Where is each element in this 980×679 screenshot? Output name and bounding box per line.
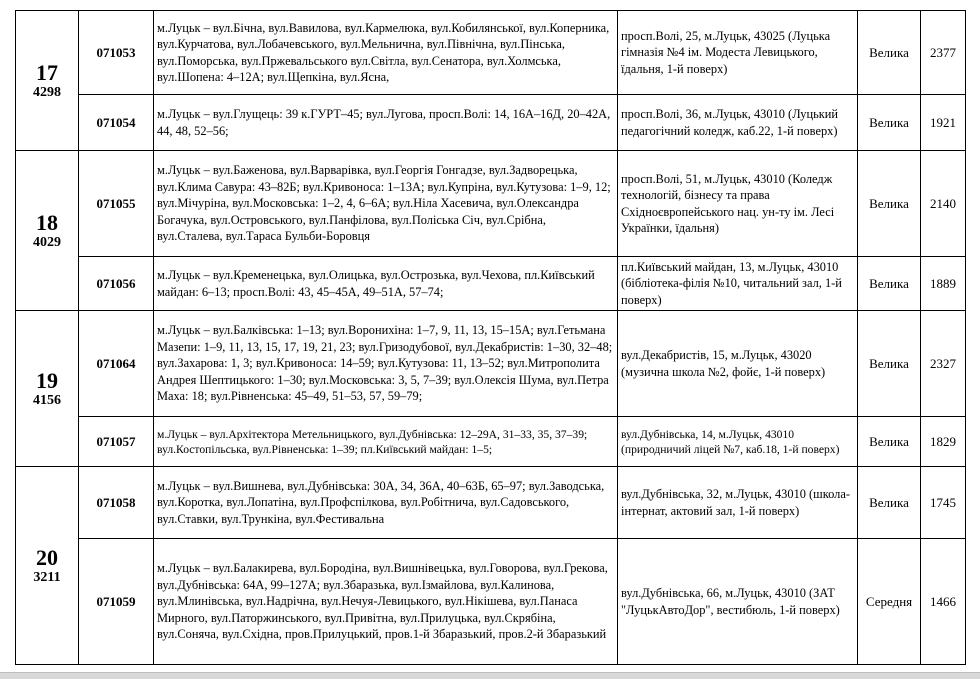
district-voters: 3211 [33,569,61,585]
table-row [16,151,966,257]
polling-stations-table [15,10,966,665]
station-voters: 1889 [921,257,966,311]
station-voters: 2377 [921,11,966,95]
station-streets: м.Луцьк – вул.Баженова, вул.Варварівка, вул.Георгія Гонгадзе, вул.Задворецька, вул.Клима Савура: 43–82Б; вул.Кривоноса: 1–13А; вул.Купріна, вул.Кутузова: 1–9, 12; вул.Мічуріна, вул.Московська: 1–2, 4, 6–6А; вул.Ніла Хасевича, вул.Олександра Богачука, вул.Островського, вул.Панфілова, вул.Поліська Січ, вул.Срібна, вул.Сталева, вул.Тараса Бульби-Боровця [154,151,618,257]
station-size: Велика [858,151,921,257]
station-streets: м.Луцьк – вул.Вишнева, вул.Дубнівська: 30А, 34, 36А, 40–63Б, 65–97; вул.Заводська, вул.Коротка, вул.Лопатіна, вул.Профспілкова, вул.Робітнича, вул.Садовського, вул.Ставки, вул.Трункіна, вул.Фестивальна [154,467,618,539]
station-streets: м.Луцьк – вул.Глущець: 39 к.ГУРТ–45; вул.Лугова, просп.Волі: 14, 16А–16Д, 20–42А, 44, 48, 52–56; [154,95,618,151]
district-number: 17 [36,59,58,85]
district-cell [16,151,79,311]
station-streets: м.Луцьк – вул.Балакирева, вул.Бородіна, вул.Вишнівецька, вул.Говорова, вул.Грекова, вул.Дубнівська: 64А, 99–127А; вул.Збаразька, вул.Ізмайлова, вул.Калинова, вул.Млинівська, вул.Надрічна, вул.Нечуя-Левицького, вул.Нікішева, вул.Панаса Мирного, вул.Паторжинського, вул.Привітна, вул.Прилуцька, вул.Скрябіна, вул.Соняча, вул.Східна, пров.Прилуцький, пров.1-й Збаразький, пров.2-й Збаразький [154,539,618,665]
district-cell [16,11,79,151]
station-location: вул.Дубнівська, 32, м.Луцьк, 43010 (школа-інтернат, актовий зал, 1-й поверх) [618,467,858,539]
district-voters: 4029 [33,234,61,250]
station-code: 071053 [79,11,154,95]
district-cell [16,467,79,665]
station-size: Велика [858,467,921,539]
station-voters: 1466 [921,539,966,665]
station-code: 071059 [79,539,154,665]
district-number: 20 [36,544,58,570]
station-voters: 1921 [921,95,966,151]
station-code: 071057 [79,417,154,467]
district-number: 18 [36,209,58,235]
station-size: Велика [858,257,921,311]
station-location: пл.Київський майдан, 13, м.Луцьк, 43010 (бібліотека-філія №10, читальний зал, 1-й поверх) [618,257,858,311]
station-code: 071055 [79,151,154,257]
station-size: Середня [858,539,921,665]
station-voters: 1745 [921,467,966,539]
station-size: Велика [858,11,921,95]
station-size: Велика [858,311,921,417]
district-voters: 4156 [33,392,61,408]
station-voters: 2327 [921,311,966,417]
station-location: вул.Декабристів, 15, м.Луцьк, 43020 (музична школа №2, фойє, 1-й поверх) [618,311,858,417]
station-location: вул.Дубнівська, 66, м.Луцьк, 43010 (ЗАТ "ЛуцькАвтоДор", вестибюль, 1-й поверх) [618,539,858,665]
district-cell [16,311,79,467]
station-voters: 2140 [921,151,966,257]
station-size: Велика [858,417,921,467]
table-row [16,95,966,151]
table-row [16,417,966,467]
station-size: Велика [858,95,921,151]
station-streets: м.Луцьк – вул.Балківська: 1–13; вул.Воронихіна: 1–7, 9, 11, 13, 15–15А; вул.Гетьмана Мазепи: 1–9, 11, 13, 15, 17, 19, 21, 23; вул.Гризодубової, вул.Декабристів: 1–30, 32–48; вул.Захарова: 1, 3; вул.Кривоноса: 14–59; вул.Кутузова: 11, 13–52; вул.Митрополита Андрея Шептицького: 1–30; вул.Московська: 3, 5, 7–39; вул.Олексія Шума, вул.Петра Маха: 18; вул.Рівненська: 45–49, 51–53, 57, 59–79; [154,311,618,417]
table-row [16,539,966,665]
station-streets: м.Луцьк – вул.Кременецька, вул.Олицька, вул.Острозька, вул.Чехова, пл.Київський майдан: 6–13; просп.Волі: 43, 45–45А, 49–51А, 57–74; [154,257,618,311]
station-location: вул.Дубнівська, 14, м.Луцьк, 43010 (природничий ліцей №7, каб.18, 1-й поверх) [618,417,858,467]
station-code: 071056 [79,257,154,311]
station-code: 071064 [79,311,154,417]
station-streets: м.Луцьк – вул.Бічна, вул.Вавилова, вул.Кармелюка, вул.Кобилянської, вул.Коперника, вул.Курчатова, вул.Лобачевського, вул.Мельнична, вул.Північна, вул.Пінська, вул.Поморська, вул.Пржевальського вул.Світла, вул.Сенатора, вул.Холмська, вул.Шопена: 4–12А; вул.Щепкіна, вул.Ясна, [154,11,618,95]
station-location: просп.Волі, 25, м.Луцьк, 43025 (Луцька гімназія №4 ім. Модеста Левицького, їдальня, 1-й поверх) [618,11,858,95]
district-number: 19 [36,367,58,393]
station-location: просп.Волі, 51, м.Луцьк, 43010 (Коледж технологій, бізнесу та права Східноєвропейського нац. ун-ту ім. Лесі Українки, їдальня) [618,151,858,257]
table-row [16,11,966,95]
table-row [16,467,966,539]
table-row [16,311,966,417]
table-row [16,257,966,311]
station-location: просп.Волі, 36, м.Луцьк, 43010 (Луцький педагогічний коледж, каб.22, 1-й поверх) [618,95,858,151]
station-code: 071054 [79,95,154,151]
station-code: 071058 [79,467,154,539]
station-streets: м.Луцьк – вул.Архітектора Метельницького, вул.Дубнівська: 12–29А, 31–33, 35, 37–39; вул.Костопільська, вул.Рівненська: 1–39; пл.Київський майдан: 1–5; [154,417,618,467]
station-voters: 1829 [921,417,966,467]
district-voters: 4298 [33,84,61,100]
